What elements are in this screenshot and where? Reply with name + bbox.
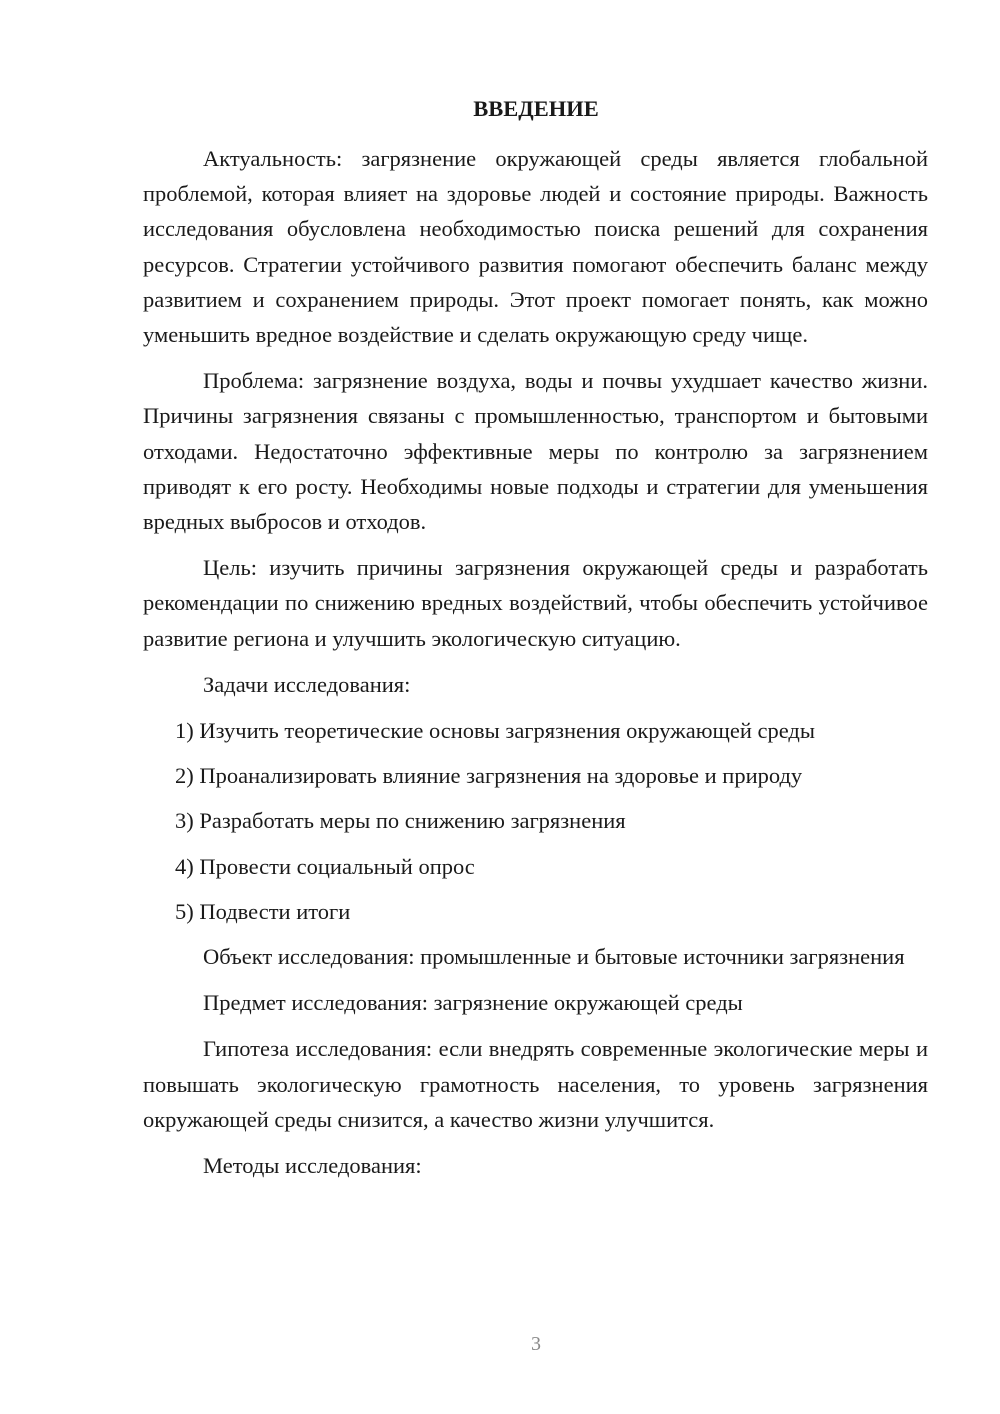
tasks-list	[143, 713, 928, 929]
goal-paragraph: Цель: изучить причины загрязнения окружающей среды и разработать рекомендации по снижению вредных воздействий, чтобы обеспечить устойчивое развитие региона и улучшить экологическую ситуацию.	[143, 555, 928, 651]
hypothesis-paragraph: Гипотеза исследования: если внедрять современные экологические меры и повышать экологическую грамотность населения, то уровень загрязнения окружающей среды снизится, а качество жизни улучшится.	[143, 1036, 928, 1132]
relevance-paragraph: Актуальность: загрязнение окружающей среды является глобальной проблемой, которая влияет на здоровье людей и состояние природы. Важность исследования обусловлена необходимостью поиска решений для сохранения ресурсов. Стратегии устойчивого развития помогают обеспечить баланс между развитием и сохранением природы. Этот проект помогает понять, как можно уменьшить вредное воздействие и сделать окружающую среду чище.	[143, 146, 928, 348]
subject-paragraph: Предмет исследования: загрязнение окружающей среды	[203, 990, 743, 1016]
list-item: 2) Проанализировать влияние загрязнения на здоровье и природу	[175, 763, 803, 789]
list-item: 5) Подвести итоги	[175, 898, 351, 924]
list-item: 3) Разработать меры по снижению загрязнения	[175, 808, 626, 834]
list-item: 4) Провести социальный опрос	[175, 853, 475, 879]
tasks-heading: Задачи исследования:	[203, 671, 411, 697]
list-item: 1) Изучить теоретические основы загрязнения окружающей среды	[175, 718, 815, 744]
page-number: 3	[531, 1333, 541, 1355]
problem-paragraph: Проблема: загрязнение воздуха, воды и почвы ухудшает качество жизни. Причины загрязнения связаны с промышленностью, транспортом и бытовыми отходами. Недостаточно эффективные меры по контролю за загрязнением приводят к его росту. Необходимы новые подходы и стратегии для уменьшения вредных выбросов и отходов.	[143, 368, 928, 535]
section-title: ВВЕДЕНИЕ	[473, 96, 599, 121]
body-text	[143, 141, 928, 1194]
methods-heading: Методы исследования:	[203, 1153, 422, 1179]
object-paragraph: Объект исследования: промышленные и бытовые источники загрязнения	[203, 944, 905, 970]
